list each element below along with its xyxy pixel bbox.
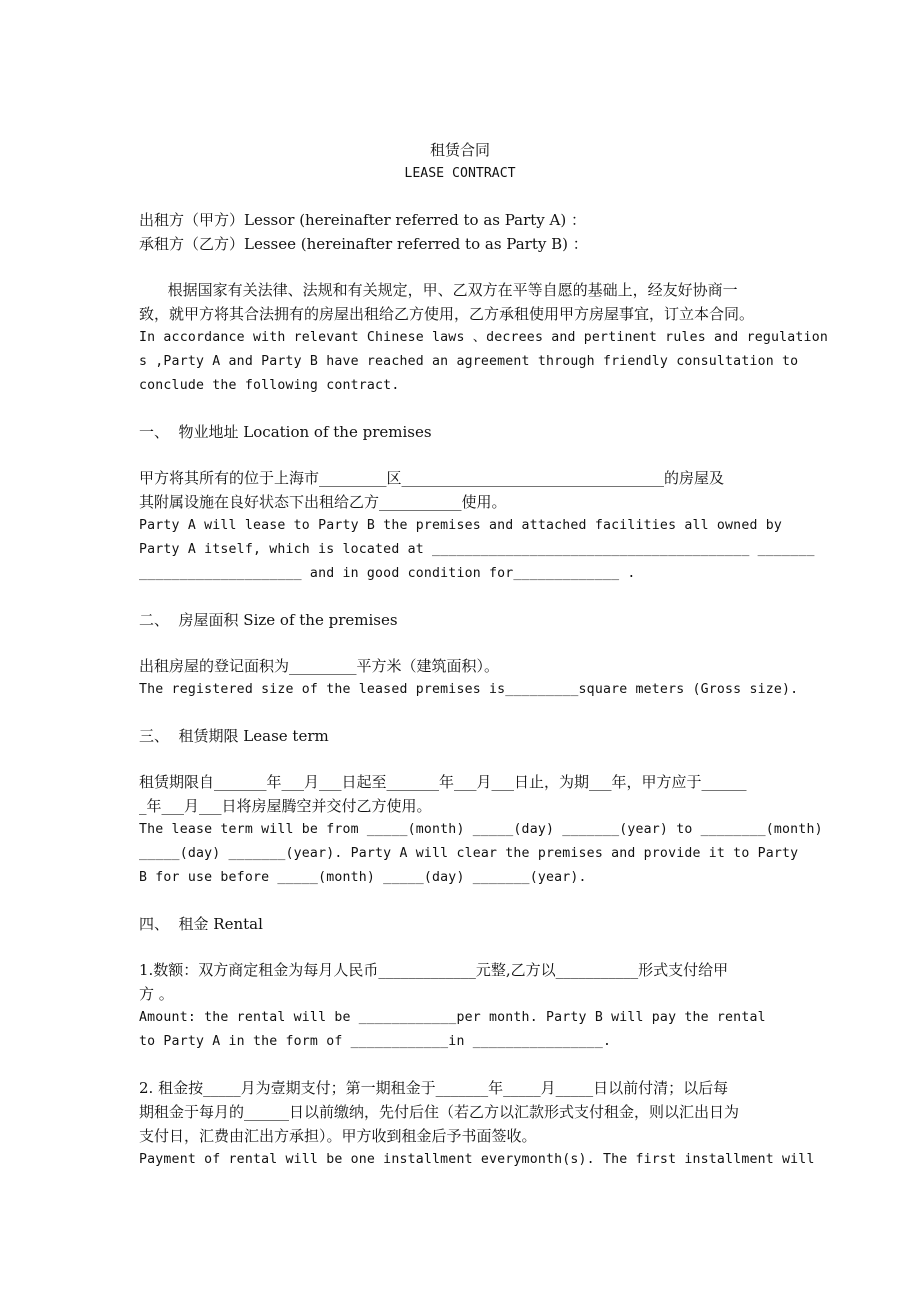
section4-line: Payment of rental will be one installment everymonth(s). The first installment will	[139, 1152, 815, 1167]
section1-line: ____________________ and in good condition for_____________ .	[139, 566, 636, 581]
section3-line: 租赁期限自_______年___月___日起至_______年___月___日止，为期___年，甲方应于______	[139, 773, 747, 791]
section3-line: _____(day) _______(year). Party A will clear the premises and provide it to Party	[139, 846, 799, 861]
preamble-line: conclude the following contract.	[139, 378, 400, 393]
section4-line: 2. 租金按_____月为壹期支付；第一期租金于_______年_____月_____日以前付清；以后每	[139, 1079, 729, 1097]
section3-line: B for use before _____(month) _____(day) _______(year).	[139, 870, 587, 885]
section-heading: 二、 房屋面积 Size of the premises	[139, 611, 398, 629]
section4-line: 方 。	[139, 985, 174, 1003]
section-heading: 四、 租金 Rental	[139, 915, 263, 933]
section3-line: The lease term will be from _____(month) _____(day) _______(year) to ________(month)	[139, 822, 823, 837]
section1-line: Party A will lease to Party B the premises and attached facilities all owned by	[139, 518, 783, 533]
section1-line: 甲方将其所有的位于上海市_________区___________________________________的房屋及	[139, 469, 725, 487]
section1-line: 其附属设施在良好状态下出租给乙方___________使用。	[139, 493, 507, 511]
section4-line: 期租金于每月的______日以前缴纳，先付后住（若乙方以汇款形式支付租金，则以汇出日为	[139, 1103, 740, 1121]
title-en: LEASE CONTRACT	[404, 166, 516, 181]
section4-line: 1.数额：双方商定租金为每月人民币_____________元整,乙方以___________形式支付给甲	[139, 961, 729, 979]
section4-line: Amount: the rental will be ____________per month. Party B will pay the rental	[139, 1010, 766, 1025]
preamble-line: 致，就甲方将其合法拥有的房屋出租给乙方使用，乙方承租使用甲方房屋事宜，订立本合同。	[139, 305, 755, 323]
section3-line: _年___月___日将房屋腾空并交付乙方使用。	[139, 797, 432, 815]
section2-line: 出租房屋的登记面积为_________平方米（建筑面积）。	[139, 657, 500, 675]
section4-line: 支付日，汇费由汇出方承担）。甲方收到租金后予书面签收。	[139, 1127, 537, 1145]
lessor-line: 出租方（甲方）Lessor (hereinafter referred to as Party A) ：	[139, 211, 586, 229]
section2-line: The registered size of the leased premises is_________square meters (Gross size).	[139, 682, 799, 697]
section-heading: 三、 租赁期限 Lease term	[139, 727, 329, 745]
lessee-line: 承租方（乙方）Lessee (hereinafter referred to as Party B) ：	[139, 235, 588, 253]
preamble-line: In accordance with relevant Chinese laws 、decrees and pertinent rules and regulation	[139, 330, 828, 345]
title-cn: 租赁合同	[429, 141, 490, 159]
section-heading: 一、 物业地址 Location of the premises	[139, 423, 432, 441]
preamble-line: 根据国家有关法律、法规和有关规定，甲、乙双方在平等自愿的基础上，经友好协商一	[139, 281, 738, 299]
preamble-line: s ,Party A and Party B have reached an agreement through friendly consultation to	[139, 354, 799, 369]
section4-line: to Party A in the form of ____________in ________________.	[139, 1034, 612, 1049]
section1-line: Party A itself, which is located at _______________________________________ _______	[139, 542, 815, 557]
